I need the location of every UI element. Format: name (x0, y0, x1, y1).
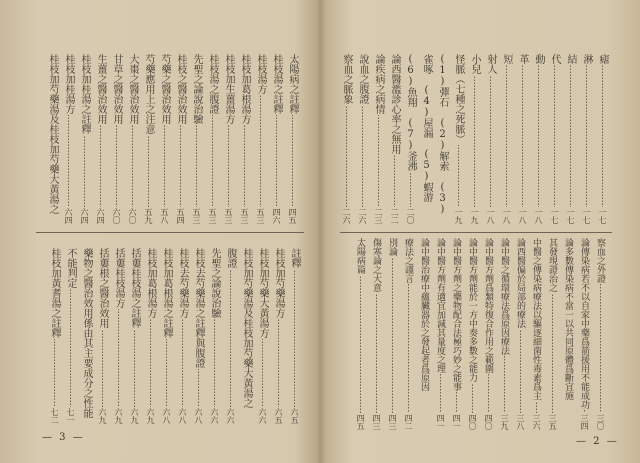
toc-entry (254, 248, 270, 424)
toc-entry (110, 248, 126, 424)
toc-entry-title: 論中醫方劑爲類特復合作用之範圍 (483, 238, 493, 373)
toc-entry-title: 桂枝加生薑湯方 (223, 54, 234, 124)
toc-entry-page: 五三 (224, 208, 233, 224)
dot-leader (204, 115, 220, 207)
toc-entry-page: 六五 (290, 408, 299, 424)
toc-entry-page: 六〇 (112, 208, 121, 224)
toc-entry-title: 芍藥應用上之注意 (143, 54, 154, 134)
toc-entry (448, 238, 464, 430)
page-number: — 3 — (42, 432, 85, 443)
toc-entry-title: 結 (565, 54, 576, 64)
toc-entry-page: 六四 (64, 208, 73, 224)
toc-entry-page: 三四 (580, 414, 589, 430)
toc-entry-title: 說血之腹證 (357, 54, 368, 104)
dot-leader (352, 275, 368, 413)
toc-entry (206, 248, 222, 424)
toc-entry (76, 54, 92, 224)
dot-leader (402, 172, 418, 207)
toc-entry-title: 桂枝之醫治效用 (175, 54, 186, 124)
toc-entry-title: 別論 (387, 238, 397, 256)
toc-entry-title: 桂枝湯之腹證 (207, 54, 218, 114)
toc-entry (172, 54, 188, 224)
toc-entry-title: 中醫之傳染病療法以驅逐細菌性毒素爲主 (531, 238, 541, 400)
toc-entry-title: 瘧 (597, 54, 608, 64)
dot-leader (220, 125, 236, 207)
toc-entry (236, 54, 252, 224)
toc-entry-page: 三〇 (596, 414, 605, 430)
toc-entry-title: 太陽病篇 (355, 238, 365, 274)
dot-leader (530, 65, 546, 207)
toc-entry (222, 248, 238, 424)
toc-entry (268, 54, 284, 224)
toc-entry (252, 54, 268, 224)
toc-entry (578, 54, 594, 224)
toc-entry (352, 238, 368, 430)
dot-leader (592, 284, 608, 413)
toc-entry-title: 桂枝去芍藥湯方 (177, 248, 188, 318)
dot-leader (384, 257, 400, 413)
toc-entry-title: 論疾病之病情 (373, 54, 384, 114)
toc-entry-page: 四五 (288, 208, 297, 224)
toc-entry-page: 四六 (272, 208, 281, 224)
toc-entry (416, 238, 432, 430)
dot-leader (594, 65, 610, 207)
toc-entry-title: 桂枝去芍藥湯之註釋與腹證 (193, 248, 204, 368)
toc-entry (238, 248, 254, 424)
dot-leader (270, 319, 286, 407)
toc-entry (546, 54, 562, 224)
toc-entry-page: 六九 (146, 408, 155, 424)
toc-entry-page: 五八 (160, 208, 169, 224)
toc-entry-page: 四三 (388, 414, 397, 430)
divider-line (36, 232, 304, 233)
toc-entry (386, 54, 402, 224)
dot-leader (108, 125, 124, 207)
dot-leader (46, 339, 62, 407)
toc-entry-page: 二六 (358, 208, 367, 224)
toc-entry (270, 248, 286, 424)
toc-entry (594, 54, 610, 224)
toc-entry-page: 六九 (114, 408, 123, 424)
toc-entry-page: 四五 (356, 414, 365, 430)
toc-entry-page: 七二 (50, 408, 59, 424)
toc-entry (544, 238, 560, 430)
dot-leader (268, 115, 284, 207)
toc-entry-page: 一八 (518, 208, 527, 224)
toc-entry-page: 二〇 (406, 208, 415, 224)
toc-entry-page: 二二 (390, 208, 399, 224)
dot-leader (188, 125, 204, 207)
toc-entry (432, 238, 448, 430)
toc-entry-page: 三八 (516, 414, 525, 430)
toc-entry (108, 54, 124, 224)
toc-entry-title: 論西醫濫診心率之無用 (389, 54, 400, 154)
toc-entry-page: 六六 (226, 408, 235, 424)
dot-leader (560, 401, 576, 429)
dot-leader (156, 125, 172, 207)
toc-entry (514, 54, 530, 224)
toc-entry-title: 桂枝湯方 (255, 54, 266, 94)
dot-leader (238, 409, 254, 423)
dot-leader (284, 115, 300, 207)
dot-leader (158, 339, 174, 407)
toc-entry (126, 248, 142, 424)
toc-entry-title: 論中醫之循環療法爲原因療法 (499, 238, 509, 355)
toc-entry-title: 論西醫偏於局部的療法 (515, 238, 525, 328)
toc-entry-page: 六五 (274, 408, 283, 424)
toc-entry-title: 療法之謹言 (403, 238, 413, 283)
toc-entry (124, 54, 140, 224)
toc-entry (92, 54, 108, 224)
toc-entry-page: 一八 (486, 208, 495, 224)
toc-entry-page: 五三 (256, 208, 265, 224)
dot-leader (576, 410, 592, 413)
toc-entry-title: 怪脈（七種之死脈） (453, 54, 464, 144)
dot-leader (480, 374, 496, 413)
toc-entry (480, 238, 496, 430)
toc-entry-page: 五九 (144, 208, 153, 224)
toc-entry (402, 54, 418, 224)
toc-entry-title: 桂枝加葛根湯之註釋 (161, 248, 172, 338)
toc-entry (204, 54, 220, 224)
dot-leader (400, 284, 416, 413)
toc-entry-title: 括蔞桂枝湯之註釋 (129, 248, 140, 328)
toc-entry (46, 248, 62, 424)
toc-entry-title: 論多數傳染病不當一以共同原體爲斷宜施 (563, 238, 573, 400)
dot-leader (222, 269, 238, 407)
toc-entry-page: 六八 (162, 408, 171, 424)
toc-entry-title: 桂枝加桂湯方 (63, 54, 74, 114)
toc-entry-title: 藥物之醫治效用係由其主要成分之性能 (81, 248, 92, 418)
toc-entry-title: 論中醫方劑能於一方中奏多數之能力 (467, 238, 477, 382)
dot-leader (172, 125, 188, 207)
toc-entry (354, 54, 370, 224)
toc-entry-title: 察血之脈象 (341, 54, 352, 104)
toc-entry-title: 論傳染病若不以自家中藥爲箭援用不能成功 (579, 238, 589, 409)
dot-leader (466, 75, 482, 207)
dot-leader (174, 319, 190, 407)
toc-entry (286, 248, 302, 424)
dot-leader (126, 329, 142, 407)
toc-entry-title: (6)魚翔 (7)釜沸 (405, 54, 416, 171)
toc-entry (592, 238, 608, 430)
toc-entry-title: 桂枝加芍藥湯方 (273, 248, 284, 318)
toc-entry-title: 小兒 (469, 54, 480, 74)
dot-leader (416, 392, 432, 429)
dot-leader (496, 356, 512, 413)
dot-leader (482, 75, 498, 207)
toc-entry-title: 括蔞根之醫治效用 (97, 248, 108, 328)
toc-entry-page: 一九 (454, 208, 463, 224)
toc-entry-page: 四三 (372, 414, 381, 430)
toc-entry-title: 腹證 (225, 248, 236, 268)
toc-entry-page: 一九 (470, 208, 479, 224)
toc-entry-title: (1)彈石 (2)解索 (3)雀啄 (4)屋漏 (5)蝦游 (421, 54, 448, 215)
right-bottom-toc (352, 238, 608, 430)
toc-entry-title: 太陽病之註釋 (287, 54, 298, 114)
dot-leader (44, 215, 60, 223)
toc-entry-title: 短 (501, 54, 512, 64)
toc-entry (464, 238, 480, 430)
dot-leader (124, 125, 140, 207)
dot-leader (254, 339, 270, 407)
toc-entry (368, 238, 384, 430)
toc-entry-page: 五四 (176, 208, 185, 224)
dot-leader (338, 105, 354, 207)
toc-entry-title: 註釋 (289, 248, 300, 268)
dot-leader (286, 269, 302, 407)
dot-leader (498, 65, 514, 207)
dot-leader (206, 319, 222, 407)
dot-leader (354, 105, 370, 207)
left-top-toc (44, 54, 300, 224)
toc-entry-title: 桂枝加芍藥湯及桂枝加芍藥大黃湯之 (241, 248, 252, 408)
toc-entry-title: 生薑之醫治效用 (95, 54, 106, 124)
toc-entry-title: 大棗之醫治效用 (127, 54, 138, 124)
dot-leader (546, 65, 562, 207)
toc-entry (528, 238, 544, 430)
toc-entry-title: 桂枝加葛根湯方 (239, 54, 250, 124)
dot-leader (514, 65, 530, 207)
toc-entry-page: 四一 (436, 414, 445, 430)
right-page (326, 8, 634, 456)
toc-entry-page: 四〇 (484, 414, 493, 430)
toc-entry-title: 察血之外證 (595, 238, 605, 283)
dot-leader (76, 135, 92, 207)
toc-entry (60, 54, 76, 224)
right-top-toc (338, 54, 610, 224)
dot-leader (512, 329, 528, 413)
toc-entry-page: 六九 (130, 408, 139, 424)
dot-leader (450, 145, 466, 207)
dot-leader (140, 135, 156, 207)
dot-leader (62, 289, 78, 407)
toc-entry (384, 238, 400, 430)
toc-entry-page: 一八 (502, 208, 511, 224)
toc-entry-title: 桂枝加桂湯之註釋 (79, 54, 90, 134)
toc-entry-page: 一七 (550, 208, 559, 224)
toc-entry-page: 三六 (532, 414, 541, 430)
dot-leader (464, 383, 480, 413)
toc-entry-page: 四一 (452, 414, 461, 430)
toc-entry (158, 248, 174, 424)
dot-leader (544, 293, 560, 413)
dot-leader (60, 115, 76, 207)
toc-entry-page: 七一 (66, 408, 75, 424)
toc-entry (466, 54, 482, 224)
toc-entry-page: 五三 (240, 208, 249, 224)
dot-leader (432, 374, 448, 413)
toc-entry-title: 不能判定 (65, 248, 76, 288)
toc-entry-page: 六四 (96, 208, 105, 224)
toc-entry (370, 54, 386, 224)
toc-entry-title: 桂枝加葛根湯方 (145, 248, 156, 318)
toc-entry (530, 54, 546, 224)
toc-entry-page: 六八 (194, 408, 203, 424)
dot-leader (578, 65, 594, 207)
toc-entry-title: 桂枝加黃耆湯之註釋 (49, 248, 60, 338)
toc-entry-title: 淋 (581, 54, 592, 64)
toc-entry (190, 248, 206, 424)
dot-leader (142, 319, 158, 407)
toc-entry (188, 54, 204, 224)
dot-leader (78, 419, 94, 423)
toc-entry-page: 四二 (404, 414, 413, 430)
toc-entry (450, 54, 466, 224)
dot-leader (368, 293, 384, 413)
dot-leader (190, 369, 206, 407)
toc-entry (400, 238, 416, 430)
toc-entry-page: 六六 (210, 408, 219, 424)
toc-entry-title: 論中醫方劑之藥物配合法極巧妙之能事 (451, 238, 461, 391)
toc-entry-page: 三五 (548, 414, 557, 430)
toc-entry-title: 論中醫治療中蘊臟器於之發起者爲原因 (419, 238, 429, 391)
toc-entry (174, 248, 190, 424)
left-page (6, 8, 314, 456)
toc-entry-title: 先聖之論說治驗 (191, 54, 202, 124)
toc-entry-page: 四〇 (468, 414, 477, 430)
dot-leader (110, 309, 126, 407)
divider-line (340, 232, 612, 233)
toc-entry-title: 括蔞桂枝湯方 (113, 248, 124, 308)
toc-entry-page: 二三 (374, 208, 383, 224)
dot-leader (448, 392, 464, 413)
toc-entry (418, 54, 450, 224)
toc-entry (142, 248, 158, 424)
toc-entry-page: 一七 (566, 208, 575, 224)
toc-entry-title: 桂枝加芍藥湯及桂枝加芍藥大黃湯之 (47, 54, 58, 214)
toc-entry (512, 238, 528, 430)
toc-entry (562, 54, 578, 224)
toc-entry (94, 248, 110, 424)
toc-entry-title: 代 (549, 54, 560, 64)
toc-entry (576, 238, 592, 430)
toc-entry-title: 傷寒論之大意 (371, 238, 381, 292)
toc-entry-title: 射人 (485, 54, 496, 74)
toc-entry (220, 54, 236, 224)
toc-entry-page: 三九 (500, 414, 509, 430)
toc-entry-page: 一七 (582, 208, 591, 224)
toc-entry (78, 248, 94, 424)
toc-entry (156, 54, 172, 224)
toc-entry (44, 54, 60, 224)
toc-entry (62, 248, 78, 424)
toc-entry-title: 桂枝加芍藥大黃湯方 (257, 248, 268, 338)
toc-entry-title: 芍藥之醫治效用 (159, 54, 170, 124)
toc-entry (140, 54, 156, 224)
toc-entry-page: 六四 (80, 208, 89, 224)
toc-entry-page: 六〇 (128, 208, 137, 224)
toc-entry-title: 論中醫方劑有適宜加減其量度之理 (435, 238, 445, 373)
page-number: — 2 — (576, 436, 619, 447)
toc-entry-page: 五三 (192, 208, 201, 224)
toc-entry-title: 其發現證治之 (547, 238, 557, 292)
toc-entry (560, 238, 576, 430)
toc-entry-page: 一七 (598, 208, 607, 224)
toc-entry-title: 革 (517, 54, 528, 64)
toc-entry-page: 六六 (258, 408, 267, 424)
toc-entry-page: 二六 (342, 208, 351, 224)
toc-entry-title: 桂枝湯之註釋 (271, 54, 282, 114)
toc-entry-page: 六八 (178, 408, 187, 424)
dot-leader (528, 401, 544, 413)
toc-entry (482, 54, 498, 224)
toc-entry-page: 一八 (534, 208, 543, 224)
toc-entry-page: 五三 (208, 208, 217, 224)
toc-entry (496, 238, 512, 430)
toc-entry (338, 54, 354, 224)
dot-leader (236, 125, 252, 207)
toc-entry-title: 甘草之醫治效用 (111, 54, 122, 124)
toc-entry-page: 六九 (98, 408, 107, 424)
dot-leader (386, 155, 402, 207)
toc-entry-title: 先聖之論說治驗 (209, 248, 220, 318)
dot-leader (252, 95, 268, 207)
dot-leader (562, 65, 578, 207)
dot-leader (92, 125, 108, 207)
left-bottom-toc (46, 248, 302, 424)
dot-leader (94, 329, 110, 407)
toc-entry-title: 動 (533, 54, 544, 64)
toc-entry (284, 54, 300, 224)
toc-entry (498, 54, 514, 224)
dot-leader (370, 115, 386, 207)
